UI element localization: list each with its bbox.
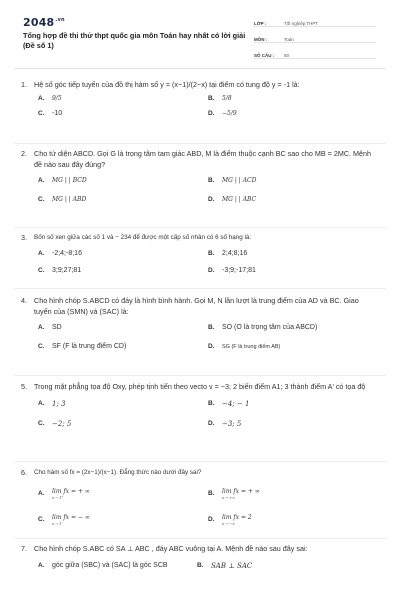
question-7: 7. Cho hình chóp S.ABC có SA ⊥ ABC , đáy ABC vuông tại A. Mệnh đề nào sau đây sai: A. góc giữa (SBC) và (SAC) là góc SCB B. SAB ⊥ SAC: [21, 544, 378, 573]
question-5: 5. Trong mặt phẳng tọa độ Oxy, phép tịnh tiến theo vecto v = −3; 2 biến điểm A1; 3 thành điểm A' có tọa độ A. 1; 3 B. −4; − 1 C. −2; 5 D. −3; 5: [21, 382, 378, 431]
option-b[interactable]: B. SAB ⊥ SAC: [197, 562, 253, 571]
option-a[interactable]: A. góc giữa (SBC) và (SAC) là góc SCB: [38, 562, 168, 570]
divider: [14, 143, 386, 144]
option-a[interactable]: A. 9/5: [38, 95, 62, 103]
divider: [14, 288, 386, 289]
divider: [14, 375, 386, 376]
meta-question-count: SỐ CÂU : 50: [254, 49, 376, 59]
option-c[interactable]: C. SF (F là trung điểm CD): [38, 342, 127, 350]
divider: [14, 538, 386, 539]
option-b[interactable]: B. MG | | ACD: [208, 176, 257, 184]
question-6: 6. Cho hàm số fx = (2x−1)/(x−1). Đẳng thức nào dưới đây sai? A. lim fx = + ∞ x → 1⁺ B. lim fx = + ∞ x → +∞ C. lim fx = − ∞ x → 1⁻ D. lim fx = 2 x → −∞: [21, 468, 378, 529]
option-b[interactable]: B. 5/8: [208, 95, 232, 103]
option-a[interactable]: A. lim fx = + ∞ x → 1⁺: [38, 487, 90, 500]
document-title: Tổng hợp đề thi thử thpt quốc gia môn Toán hay nhất có lời giải (Đề số 1): [23, 31, 246, 50]
option-c[interactable]: C. −2; 5: [38, 420, 72, 429]
site-logo[interactable]: $2048^{.vn}$: [23, 16, 65, 29]
question-1: 1. Hệ số góc tiếp tuyến của đồ thị hàm số y = (x−1)/(2−x) tại điểm có tung độ y = -1 là: A. 9/5 B. 5/8 C. -10 D. −5/9: [21, 80, 378, 121]
option-c[interactable]: C. lim fx = − ∞ x → 1⁻: [38, 513, 90, 526]
option-a[interactable]: A. MG | | BCD: [38, 176, 87, 184]
header-divider: [14, 68, 386, 69]
option-a[interactable]: A. 1; 3: [38, 400, 66, 409]
option-d[interactable]: D. MG | | ABC: [208, 195, 257, 203]
option-b[interactable]: B. 2;4;8;16: [208, 250, 248, 258]
question-3: 3. Bốn số xen giữa các số 1 và − 234 để được một cấp số nhân có 6 số hạng là: A. -2;4;-8;16 B. 2;4;8;16 C. 3;9;27;81 D. -3;9;-17;81: [21, 233, 378, 278]
option-c[interactable]: C. MG | | ABD: [38, 195, 87, 203]
question-4: 4. Cho hình chóp S.ABCD có đáy là hình bình hành. Gọi M, N lần lượt là trung điểm của AD và BC. Giao tuyến của (SMN) và (SAC) là: A. SD B. SO (O là trọng tâm của ABCD) C. SF (F là trung điểm CD) D. SG (F là trung điểm AB): [21, 296, 378, 353]
option-d[interactable]: D. -3;9;-17;81: [208, 267, 256, 275]
divider: [14, 227, 386, 228]
option-a[interactable]: A. SD: [38, 323, 62, 331]
option-d[interactable]: D. SG (F là trung điểm AB): [208, 342, 281, 350]
question-2: 2. Cho tứ diện ABCD. Gọi G là trọng tâm tam giác ABD, M là điểm thuộc cạnh BC sao cho MB = 2MC. Mệnh đề nào sau đây đúng? A. MG | | BCD B. MG | | ACD C. MG | | ABD D. MG | | ABC: [21, 149, 378, 206]
option-d[interactable]: D. −5/9: [208, 110, 237, 118]
option-b[interactable]: B. lim fx = + ∞ x → +∞: [208, 487, 260, 500]
option-a[interactable]: A. -2;4;-8;16: [38, 250, 82, 258]
option-b[interactable]: B. SO (O là trọng tâm của ABCD): [208, 323, 318, 331]
meta-subject: MÔN : Toán: [254, 33, 376, 43]
document-meta: [254, 17, 376, 65]
option-d[interactable]: D. lim fx = 2 x → −∞: [208, 513, 252, 526]
option-d[interactable]: D. −3; 5: [208, 420, 242, 429]
option-c[interactable]: C. -10: [38, 110, 63, 118]
option-c[interactable]: C. 3;9;27;81: [38, 267, 82, 275]
option-b[interactable]: B. −4; − 1: [208, 400, 250, 409]
divider: [14, 461, 386, 462]
meta-class: LỚP : Tốt nghiệp THPT: [254, 17, 376, 27]
